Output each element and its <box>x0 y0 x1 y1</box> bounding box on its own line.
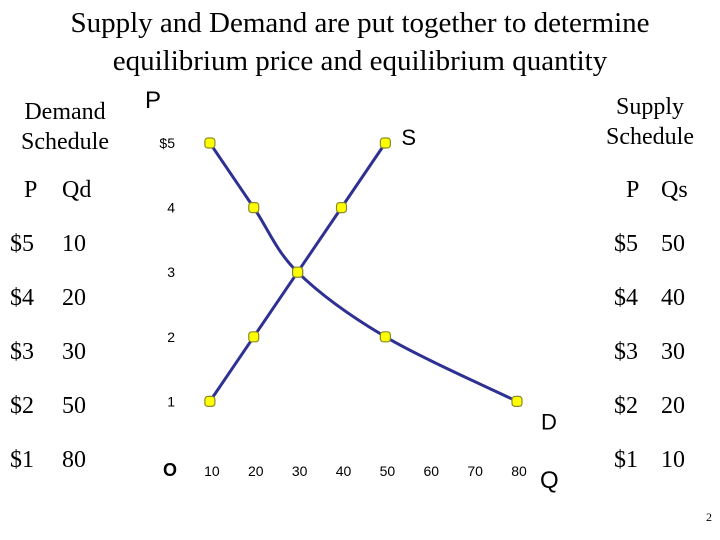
x-tick-label: 70 <box>467 463 483 479</box>
demand-row-quantity: 20 <box>62 285 86 311</box>
supply-row-price: $1 <box>614 447 638 473</box>
supply-header-qs: Qs <box>661 177 688 203</box>
supply-point <box>337 203 347 213</box>
supply-point <box>205 396 215 406</box>
supply-row-price: $2 <box>614 393 638 419</box>
supply-row-quantity: 30 <box>661 339 685 365</box>
demand-header-qd: Qd <box>62 177 92 203</box>
demand-curve-line <box>210 143 517 401</box>
demand-point <box>205 138 215 148</box>
demand-header-p: P <box>24 177 38 203</box>
demand-row-quantity: 80 <box>62 447 86 473</box>
origin-label: O <box>163 460 178 480</box>
demand-point <box>512 396 522 406</box>
demand-point <box>380 332 390 342</box>
demand-curve-label: D <box>541 409 557 435</box>
supply-row-quantity: 10 <box>661 447 685 473</box>
title-line-1: Supply and Demand are put together to determine <box>70 7 650 39</box>
y-axis-label: P <box>145 87 162 114</box>
x-tick-label: 60 <box>423 463 440 479</box>
curve-layer <box>210 143 517 401</box>
x-tick-label: 40 <box>335 463 352 479</box>
supply-schedule-title-line-2: Schedule <box>606 124 694 150</box>
demand-row-price: $1 <box>10 447 34 473</box>
demand-schedule-title-line-2: Schedule <box>21 129 109 155</box>
supply-curve-label: S <box>401 125 417 150</box>
supply-row-quantity: 40 <box>661 285 685 311</box>
title-line-2: equilibrium price and equilibrium quantity <box>112 45 608 77</box>
x-tick-label: 80 <box>511 463 527 479</box>
demand-row-quantity: 30 <box>62 339 86 365</box>
supply-row-quantity: 50 <box>661 231 685 257</box>
demand-point <box>293 267 303 277</box>
point-layer <box>205 138 522 406</box>
y-tick-label: $5 <box>159 135 175 151</box>
x-tick-label: 20 <box>247 463 264 479</box>
demand-row-quantity: 50 <box>62 393 86 419</box>
demand-row-price: $2 <box>10 393 34 419</box>
y-tick-label: 4 <box>167 199 175 216</box>
supply-point <box>380 138 390 148</box>
demand-point <box>249 203 259 213</box>
demand-row-price: $3 <box>10 339 34 365</box>
supply-point <box>249 332 259 342</box>
supply-row-quantity: 20 <box>661 393 685 419</box>
demand-row-quantity: 10 <box>62 231 86 257</box>
x-tick-label: 50 <box>379 463 396 479</box>
page-number: 2 <box>706 510 712 524</box>
y-tick-label: 1 <box>167 393 175 410</box>
demand-row-price: $4 <box>10 285 34 311</box>
demand-row-price: $5 <box>10 231 34 257</box>
supply-row-price: $3 <box>614 339 638 365</box>
supply-header-p: P <box>626 177 640 203</box>
y-tick-label: 2 <box>167 328 175 345</box>
x-tick-label: 30 <box>291 463 308 479</box>
x-axis-label: Q <box>540 467 559 494</box>
demand-schedule-title-line-1: Demand <box>24 99 106 125</box>
supply-schedule-title-line-1: Supply <box>615 94 684 120</box>
supply-row-price: $4 <box>614 285 638 311</box>
y-tick-label: 3 <box>167 264 175 281</box>
supply-row-price: $5 <box>614 231 638 257</box>
x-tick-label: 10 <box>204 463 220 479</box>
